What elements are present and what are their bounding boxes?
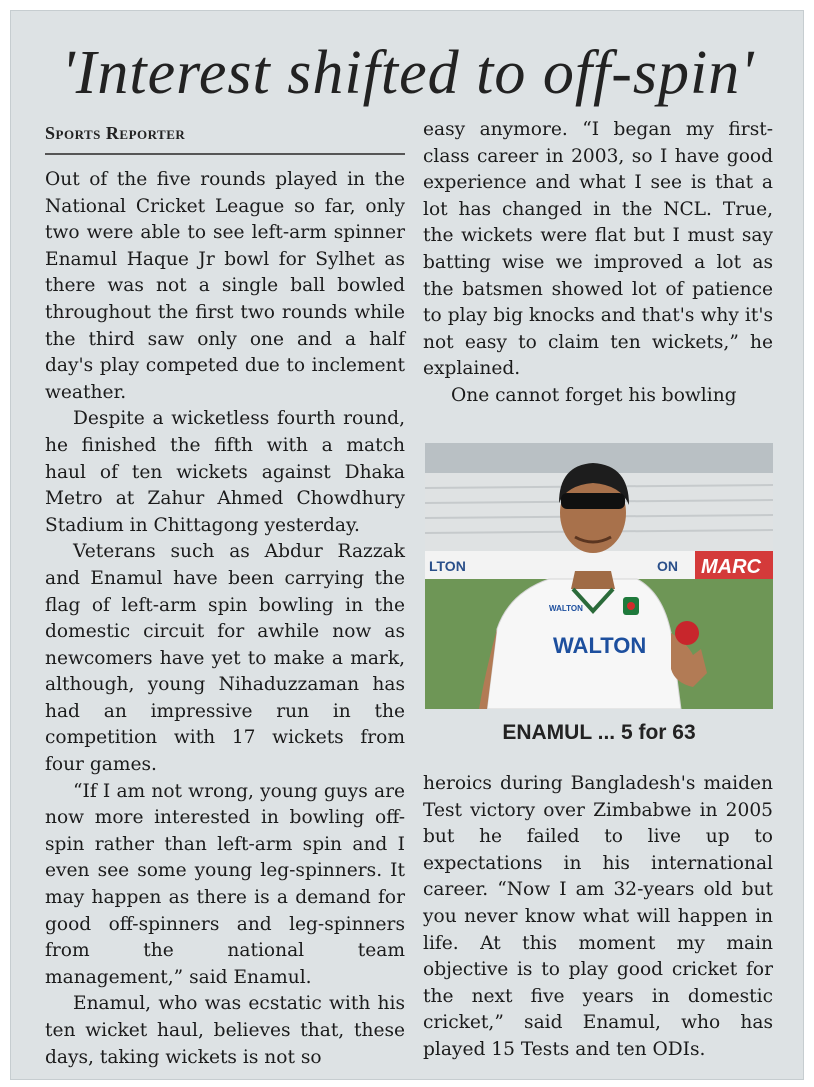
board-text-right: MARC xyxy=(701,556,761,578)
paragraph: Despite a wicketless fourth round, he finished the fifth with a match haul of ten wickets against Dhaka Metro at Zahur Ahmed Chowdhury Stadium in Chittagong yesterday. xyxy=(45,408,405,536)
column-2 xyxy=(423,117,773,410)
photo-caption: ENAMUL ... 5 for 63 xyxy=(502,721,696,744)
paragraph: easy anymore. “I began my first-class career in 2003, so I have good experience and what I see is that a lot has changed in the NCL. True, the wickets were flat but I must say batting wise we improved a lot as the batsmen showed lot of patience to play big knocks and that's why it's not easy to claim ten wickets,” he explained. xyxy=(423,119,773,380)
newspaper-clipping xyxy=(10,10,804,1080)
column-1 xyxy=(45,167,405,1071)
paragraph: “If I am not wrong, young guys are now more interested in bowling off-spin rather than left-arm spin and I even see some young leg-spinners. It may happen as there is a demand for good off-spinners and leg-spinners from the national team management,” said Enamul. xyxy=(45,780,405,988)
board-text-mid: ON xyxy=(657,558,678,574)
paragraph: One cannot forget his bowling xyxy=(451,384,737,406)
headline: 'Interest shifted to off-spin' xyxy=(61,39,755,107)
paragraph: Enamul, who was ecstatic with his ten wicket haul, believes that, these days, taking wickets is not so xyxy=(45,993,405,1068)
shirt-badge-text: WALTON xyxy=(549,604,583,613)
board-text-left: LTON xyxy=(429,558,466,574)
paragraph: heroics during Bangladesh's maiden Test victory over Zimbabwe in 2005 but he failed to live up to expectations in his international career. “Now I am 32-years old but you never know what will happen in life. At this moment my main objective is to play good cricket for the next five years in domestic cricket,” said Enamul, who has played 15 Tests and ten ODIs. xyxy=(423,773,773,1060)
byline: Sports Reporter xyxy=(45,123,186,143)
paragraph: Out of the five rounds played in the National Cricket League so far, only two were able to see left-arm spinner Enamul Haque Jr bowl for Sylhet as there was not a single ball bowled throughout the first two rounds while the third saw only one and a half day's play competed due to inclement weather. xyxy=(45,169,405,403)
shirt-sponsor-text: WALTON xyxy=(553,633,647,658)
byline-rule xyxy=(45,153,405,155)
paragraph: Veterans such as Abdur Razzak and Enamul have been carrying the flag of left-arm spin bowling in the domestic circuit for awhile now as newcomers have yet to make a mark, although, young Nihaduzzaman has had an impressive run in the competition with 17 wickets from four games. xyxy=(45,541,405,776)
player-photo xyxy=(425,443,773,709)
column-3 xyxy=(423,771,773,1064)
